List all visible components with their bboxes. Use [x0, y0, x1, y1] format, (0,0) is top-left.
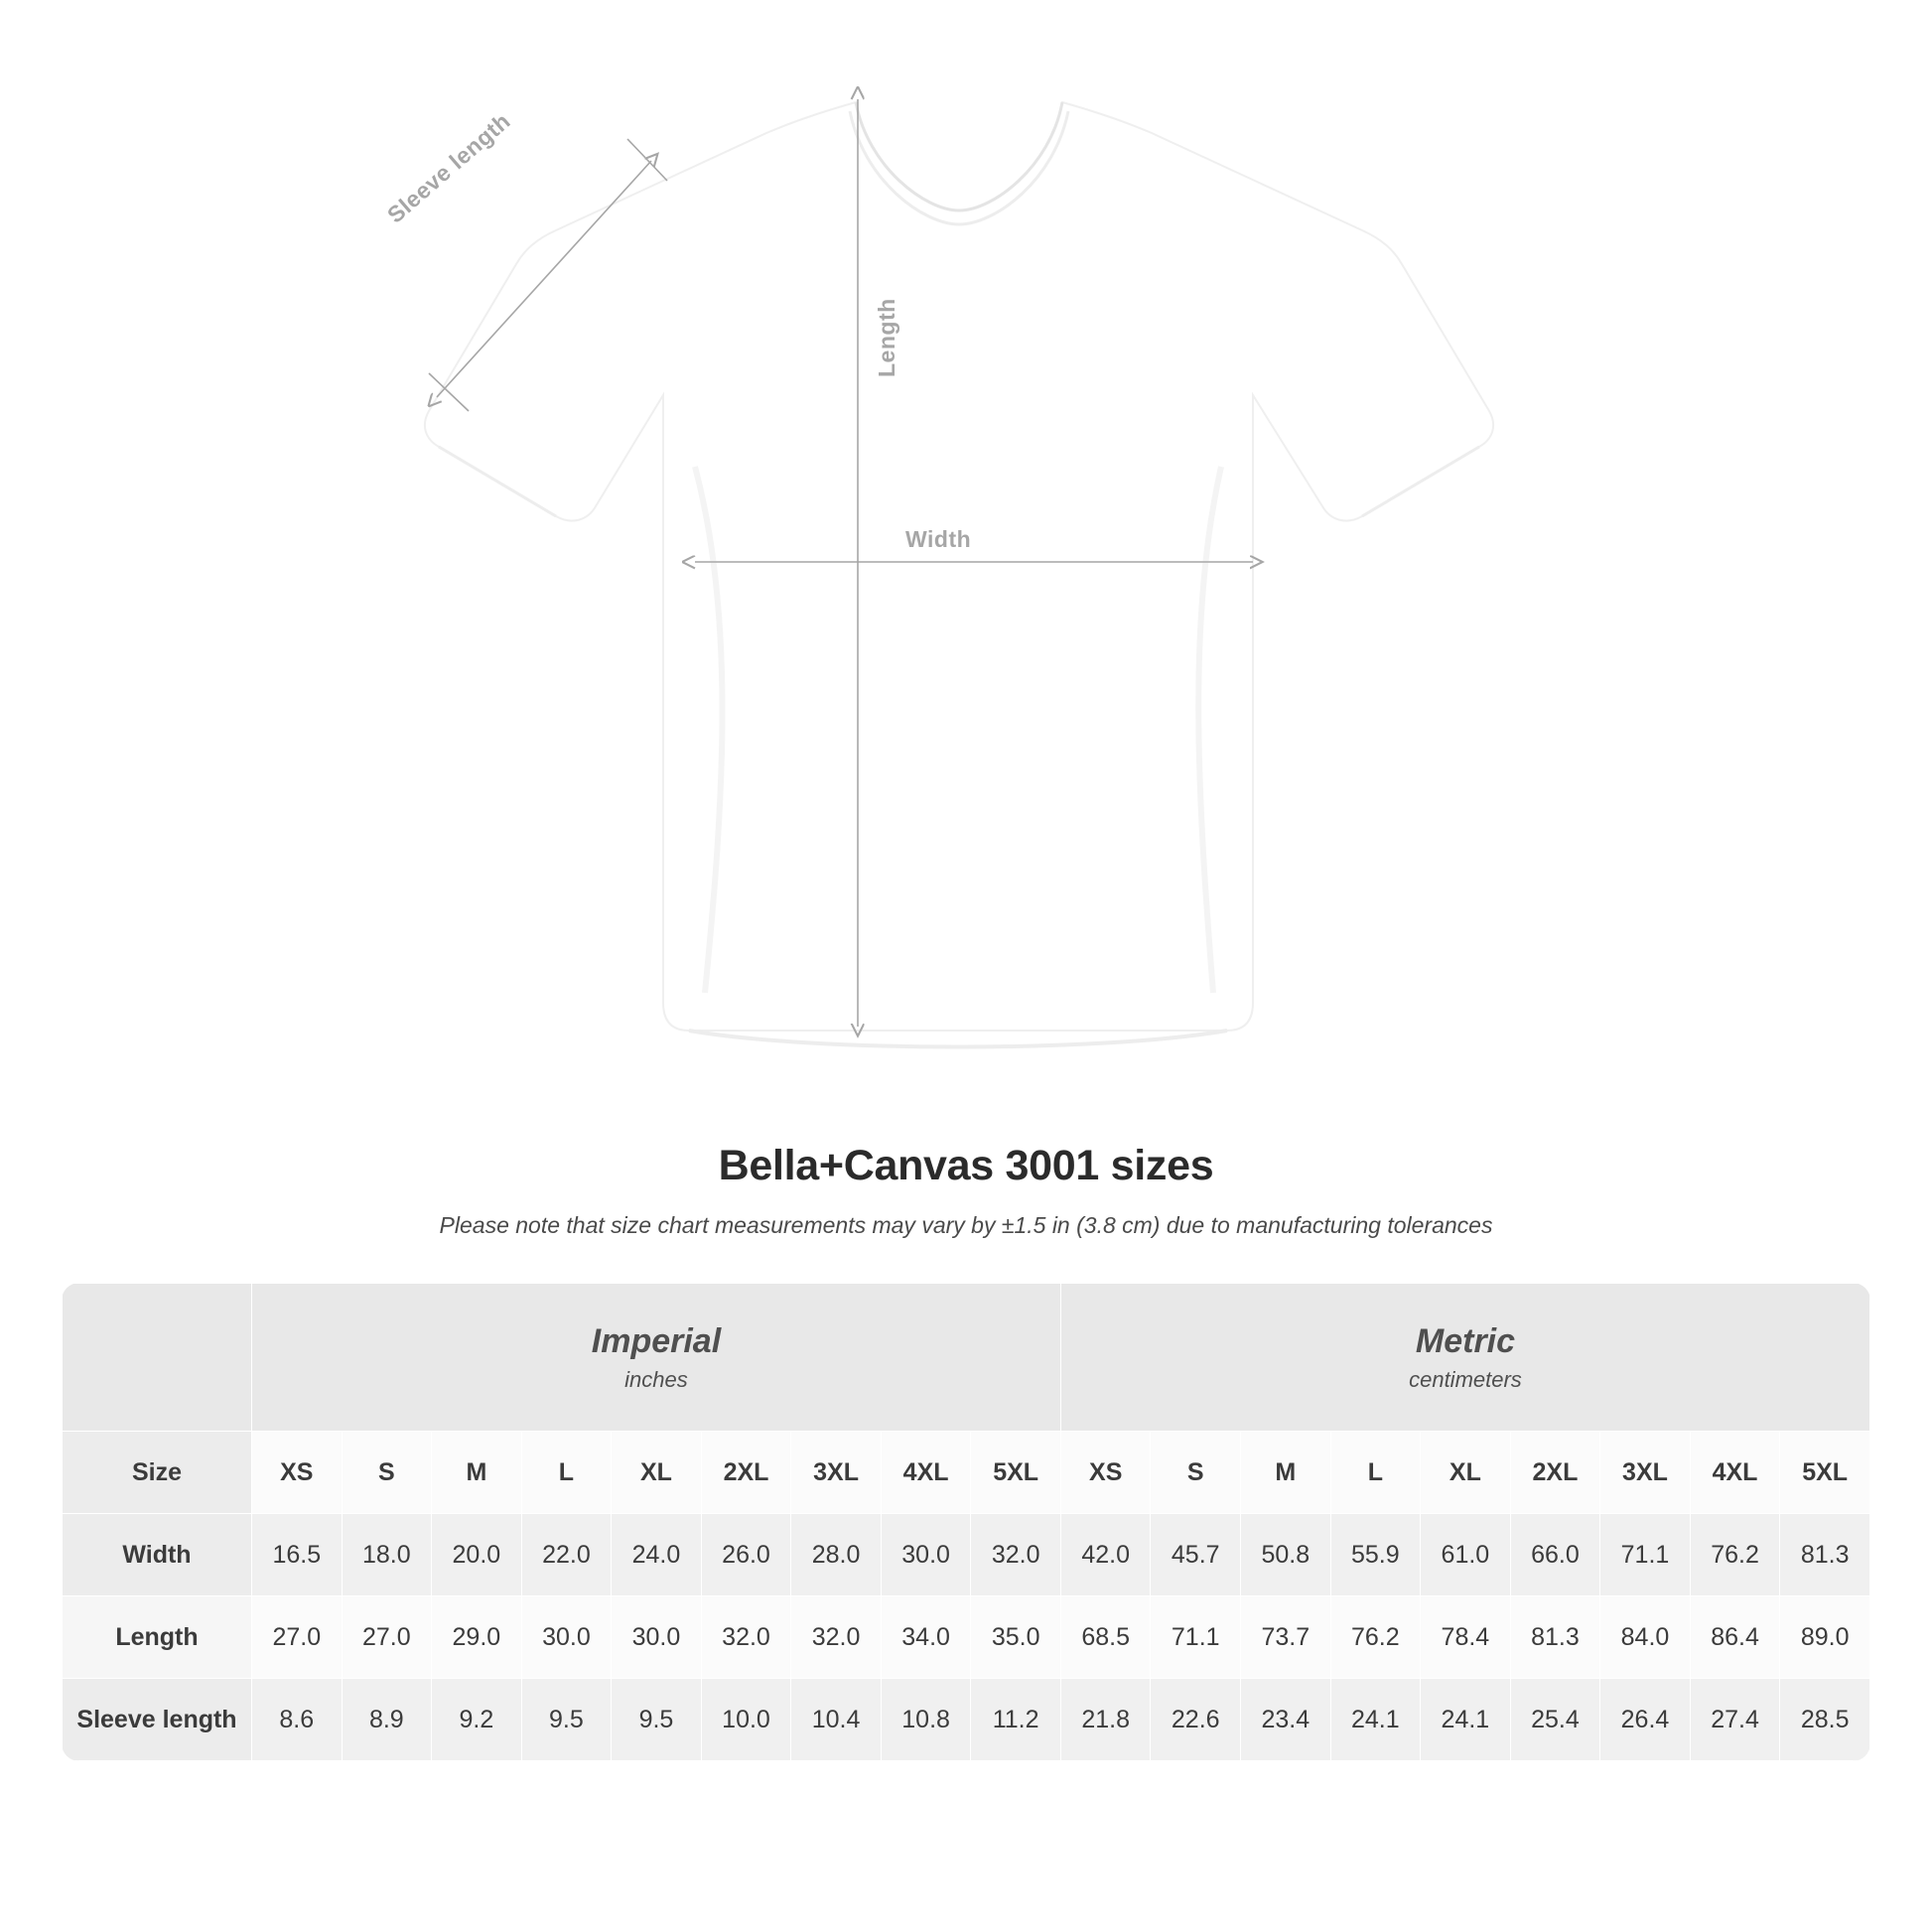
table-cell: 28.5 — [1780, 1679, 1870, 1761]
size-header-cell: XS — [252, 1432, 343, 1514]
system-metric — [1060, 1284, 1869, 1432]
table-cell: 20.0 — [432, 1514, 522, 1596]
table-cell: 76.2 — [1330, 1596, 1421, 1679]
table-cell: 27.0 — [342, 1596, 432, 1679]
size-header-cell: L — [1330, 1432, 1421, 1514]
size-header-cell: XL — [612, 1432, 702, 1514]
table-cell: 35.0 — [971, 1596, 1061, 1679]
size-header-cell: S — [342, 1432, 432, 1514]
system-imperial-name: Imperial — [591, 1321, 722, 1360]
table-cell: 84.0 — [1600, 1596, 1691, 1679]
table-cell: 28.0 — [791, 1514, 882, 1596]
table-cell: 25.4 — [1510, 1679, 1600, 1761]
system-metric-name: Metric — [1415, 1321, 1516, 1360]
size-header-cell: 5XL — [1780, 1432, 1870, 1514]
row-label-sleeve-length: Sleeve length — [63, 1679, 252, 1761]
size-header-cell: XS — [1060, 1432, 1151, 1514]
page-title: Bella+Canvas 3001 sizes — [718, 1142, 1214, 1189]
system-header-row — [63, 1284, 1870, 1432]
size-header-cell: XL — [1421, 1432, 1511, 1514]
table-cell: 24.1 — [1330, 1679, 1421, 1761]
table-cell: 32.0 — [701, 1596, 791, 1679]
table-cell: 71.1 — [1600, 1514, 1691, 1596]
table-row — [63, 1514, 1870, 1596]
table-corner-cell — [63, 1284, 252, 1432]
table-cell: 26.0 — [701, 1514, 791, 1596]
table-cell: 9.2 — [432, 1679, 522, 1761]
shirt-shape — [425, 102, 1493, 1047]
size-header-cell: 4XL — [1690, 1432, 1780, 1514]
size-header-cell: S — [1151, 1432, 1241, 1514]
table-cell: 22.0 — [521, 1514, 612, 1596]
table-cell: 29.0 — [432, 1596, 522, 1679]
size-header-cell: 5XL — [971, 1432, 1061, 1514]
table-cell: 81.3 — [1780, 1514, 1870, 1596]
system-imperial — [252, 1284, 1061, 1432]
table-cell: 32.0 — [791, 1596, 882, 1679]
table-cell: 24.1 — [1421, 1679, 1511, 1761]
table-cell: 22.6 — [1151, 1679, 1241, 1761]
table-cell: 27.4 — [1690, 1679, 1780, 1761]
table-cell: 16.5 — [252, 1514, 343, 1596]
length-label: Length — [874, 298, 899, 377]
size-table-container — [62, 1283, 1870, 1761]
table-cell: 45.7 — [1151, 1514, 1241, 1596]
size-header-cell: M — [1241, 1432, 1331, 1514]
table-cell: 30.0 — [881, 1514, 971, 1596]
table-cell: 66.0 — [1510, 1514, 1600, 1596]
table-cell: 32.0 — [971, 1514, 1061, 1596]
table-cell: 23.4 — [1241, 1679, 1331, 1761]
table-row — [63, 1679, 1870, 1761]
table-cell: 78.4 — [1421, 1596, 1511, 1679]
table-cell: 21.8 — [1060, 1679, 1151, 1761]
table-cell: 30.0 — [612, 1596, 702, 1679]
table-cell: 30.0 — [521, 1596, 612, 1679]
table-cell: 73.7 — [1241, 1596, 1331, 1679]
size-header-cell: L — [521, 1432, 612, 1514]
table-cell: 50.8 — [1241, 1514, 1331, 1596]
size-header-cell: 2XL — [1510, 1432, 1600, 1514]
table-cell: 8.9 — [342, 1679, 432, 1761]
table-row — [63, 1596, 1870, 1679]
tolerance-note: Please note that size chart measurements may vary by ±1.5 in (3.8 cm) due to manufacturing tolerances — [439, 1212, 1493, 1238]
table-cell: 26.4 — [1600, 1679, 1691, 1761]
table-cell: 76.2 — [1690, 1514, 1780, 1596]
table-cell: 11.2 — [971, 1679, 1061, 1761]
table-cell: 68.5 — [1060, 1596, 1151, 1679]
table-cell: 9.5 — [521, 1679, 612, 1761]
system-imperial-unit: inches — [624, 1367, 688, 1393]
size-header-cell: 3XL — [1600, 1432, 1691, 1514]
size-table — [62, 1283, 1870, 1761]
table-cell: 10.8 — [881, 1679, 971, 1761]
table-cell: 10.4 — [791, 1679, 882, 1761]
sleeve-length-label: Sleeve length — [382, 107, 515, 228]
size-header-cell: 3XL — [791, 1432, 882, 1514]
size-header-label: Size — [63, 1432, 252, 1514]
table-cell: 9.5 — [612, 1679, 702, 1761]
row-label-length: Length — [63, 1596, 252, 1679]
table-cell: 61.0 — [1421, 1514, 1511, 1596]
width-label: Width — [905, 526, 972, 552]
table-cell: 27.0 — [252, 1596, 343, 1679]
size-header-row — [63, 1432, 1870, 1514]
table-cell: 24.0 — [612, 1514, 702, 1596]
table-cell: 8.6 — [252, 1679, 343, 1761]
table-cell: 89.0 — [1780, 1596, 1870, 1679]
table-cell: 86.4 — [1690, 1596, 1780, 1679]
size-header-cell: 2XL — [701, 1432, 791, 1514]
table-cell: 71.1 — [1151, 1596, 1241, 1679]
size-header-cell: M — [432, 1432, 522, 1514]
table-cell: 81.3 — [1510, 1596, 1600, 1679]
table-cell: 55.9 — [1330, 1514, 1421, 1596]
system-metric-unit: centimeters — [1409, 1367, 1522, 1393]
size-header-cell: 4XL — [881, 1432, 971, 1514]
table-cell: 10.0 — [701, 1679, 791, 1761]
row-label-width: Width — [63, 1514, 252, 1596]
table-cell: 34.0 — [881, 1596, 971, 1679]
table-cell: 42.0 — [1060, 1514, 1151, 1596]
table-cell: 18.0 — [342, 1514, 432, 1596]
